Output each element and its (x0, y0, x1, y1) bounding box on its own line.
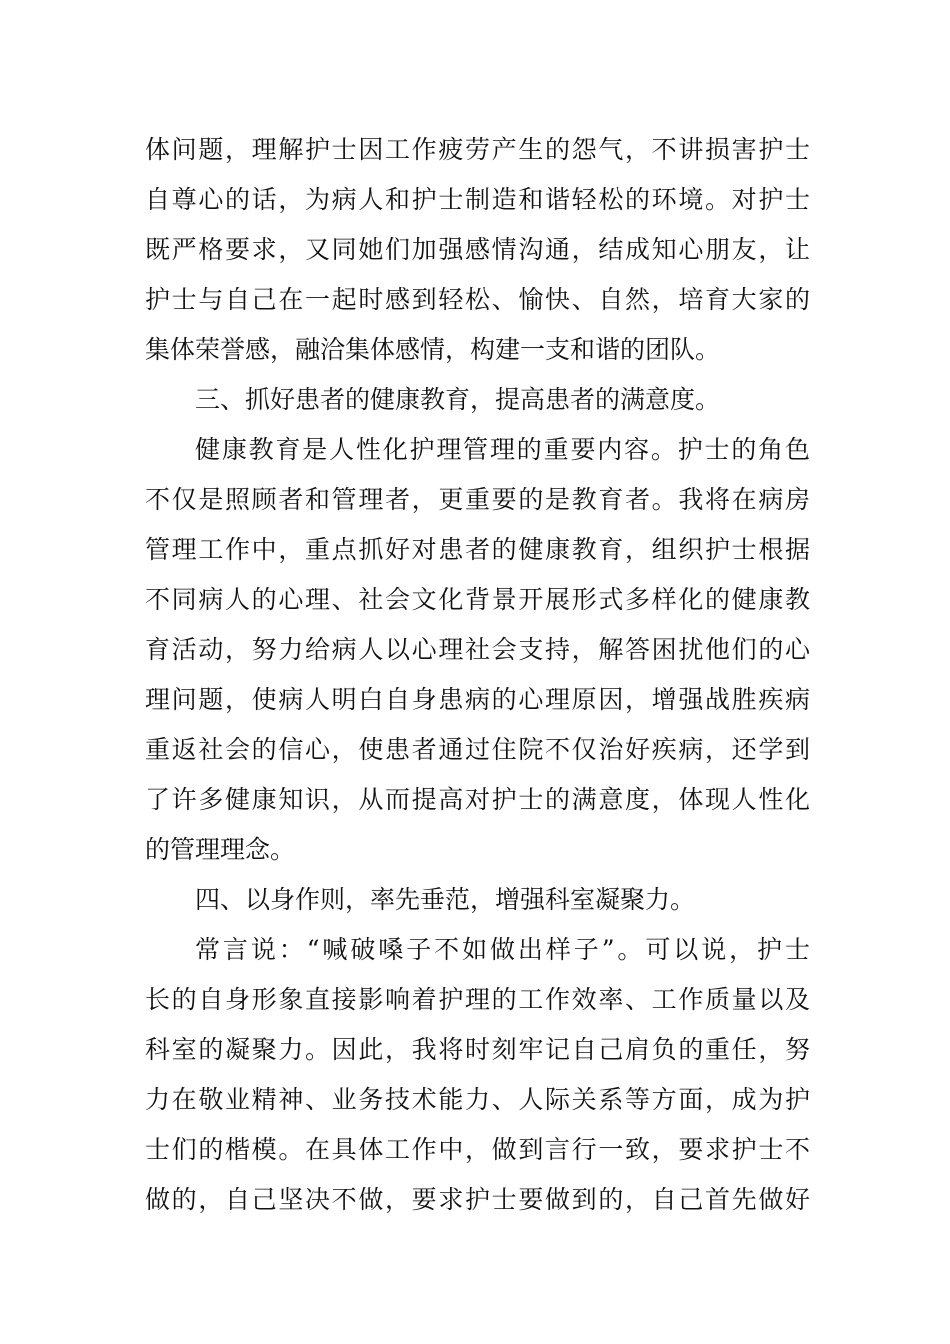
text-line: 既严格要求，又同她们加强感情沟通，结成知心朋友，让 (145, 235, 810, 264)
text-line: 科室的凝聚力。因此，我将时刻牢记自己肩负的重任，努 (145, 1035, 810, 1064)
text-line: 做的，自己坚决不做，要求护士要做到的，自己首先做好 (145, 1185, 810, 1214)
text-line: 了许多健康知识，从而提高对护士的满意度，体现人性化 (145, 785, 810, 814)
text-line: 健康教育是人性化护理管理的重要内容。护士的角色 (195, 435, 810, 464)
text-line: 管理工作中，重点抓好对患者的健康教育，组织护士根据 (145, 535, 810, 564)
text-line: 的管理理念。 (145, 835, 296, 864)
text-line: 护士与自己在一起时感到轻松、愉快、自然，培育大家的 (145, 285, 810, 314)
text-line: 集体荣誉感，融洽集体感情，构建一支和谐的团队。 (145, 335, 721, 364)
text-line: 育活动，努力给病人以心理社会支持，解答困扰他们的心 (145, 635, 810, 664)
section-heading: 四、以身作则，率先垂范，增强科室凝聚力。 (195, 885, 696, 914)
text-line: 自尊心的话，为病人和护士制造和谐轻松的环境。对护士 (145, 185, 810, 214)
text-line: 不仅是照顾者和管理者，更重要的是教育者。我将在病房 (145, 485, 810, 514)
text-line: 体问题，理解护士因工作疲劳产生的怨气，不讲损害护士 (145, 135, 810, 164)
text-line: 力在敬业精神、业务技术能力、人际关系等方面，成为护 (145, 1085, 810, 1114)
text-line: 长的自身形象直接影响着护理的工作效率、工作质量以及 (145, 985, 810, 1014)
text-line: 重返社会的信心，使患者通过住院不仅治好疾病，还学到 (145, 735, 810, 764)
text-line: 不同病人的心理、社会文化背景开展形式多样化的健康教 (145, 585, 810, 614)
text-line: 士们的楷模。在具体工作中，做到言行一致，要求护士不 (145, 1135, 810, 1164)
section-heading: 三、抓好患者的健康教育，提高患者的满意度。 (195, 385, 721, 414)
text-line: 理问题，使病人明白自身患病的心理原因，增强战胜疾病 (145, 685, 810, 714)
text-line: 常言说：“喊破嗓子不如做出样子”。可以说，护士 (195, 935, 810, 964)
